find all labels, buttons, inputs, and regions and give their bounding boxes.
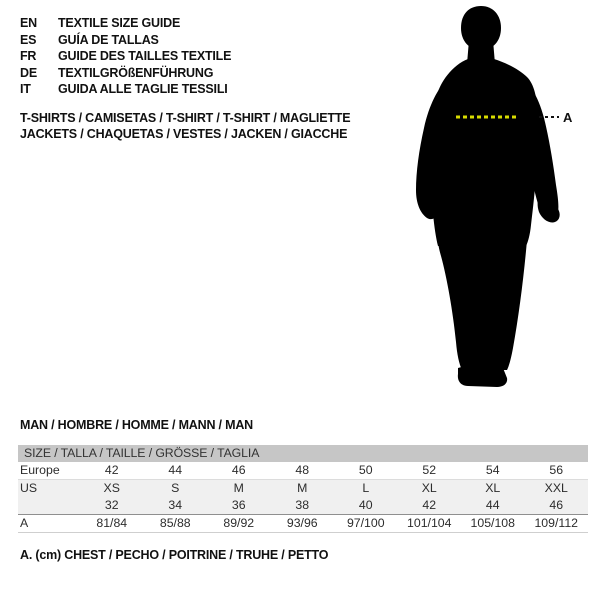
size-cell: 85/88 (159, 516, 191, 530)
size-cell: 42 (104, 463, 119, 477)
row-label: Europe (20, 463, 60, 477)
size-cell: 40 (358, 498, 373, 512)
size-cell: 54 (485, 463, 500, 477)
language-label: GUÍA DE TALLAS (58, 32, 159, 47)
size-cell: 101/104 (407, 516, 452, 530)
size-cell: 44 (168, 463, 183, 477)
size-cell: 105/108 (470, 516, 515, 530)
size-cell: XL (421, 481, 437, 495)
size-cell: 89/92 (223, 516, 255, 530)
language-code: FR (20, 49, 37, 64)
language-row-de (20, 65, 231, 82)
table-row-a-chest (18, 515, 588, 533)
language-row-it (20, 81, 231, 98)
size-cell: L (362, 481, 370, 495)
table-header: SIZE / TALLA / TAILLE / GRÖSSE / TAGLIA (18, 445, 588, 462)
row-label: US (20, 481, 38, 495)
language-label: TEXTILE SIZE GUIDE (58, 16, 181, 31)
language-list (20, 15, 231, 98)
measurement-footnote: A. (cm) CHEST / PECHO / POITRINE / TRUHE / PETTO (20, 548, 329, 562)
size-cell: 38 (295, 498, 310, 512)
language-code: DE (20, 65, 37, 80)
language-row-es (20, 32, 231, 49)
size-cell: 34 (168, 498, 183, 512)
size-cell: S (171, 481, 180, 495)
size-cell: XL (485, 481, 501, 495)
size-cell: 93/96 (286, 516, 318, 530)
language-row-fr (20, 48, 231, 65)
man-silhouette (416, 6, 560, 387)
measurement-label-a: A (563, 110, 573, 125)
size-cell: XXL (544, 481, 568, 495)
size-cell: M (297, 481, 308, 495)
size-cell: 50 (358, 463, 373, 477)
size-cell: 36 (231, 498, 246, 512)
language-code: IT (20, 82, 31, 97)
size-cell: M (233, 481, 244, 495)
language-code: ES (20, 32, 37, 47)
size-cell: 46 (549, 498, 564, 512)
section-title-man: MAN / HOMBRE / HOMME / MANN / MAN (20, 418, 253, 432)
language-code: EN (20, 16, 37, 31)
category-tshirts: T-SHIRTS / CAMISETAS / T-SHIRT / T-SHIRT / MAGLIETTE (20, 111, 351, 125)
size-cell: 56 (549, 463, 564, 477)
row-label: A (20, 516, 29, 530)
category-list (20, 110, 350, 142)
size-cell: 44 (485, 498, 500, 512)
row-label (18, 497, 80, 514)
size-cell: 52 (422, 463, 437, 477)
language-label: GUIDE DES TAILLES TEXTILE (58, 49, 232, 64)
language-label: TEXTILGRÖßENFÜHRUNG (58, 65, 214, 80)
language-row-en (20, 15, 231, 32)
language-label: GUIDA ALLE TAGLIE TESSILI (58, 82, 228, 97)
size-table (18, 445, 588, 533)
size-cell: 97/100 (346, 516, 385, 530)
size-cell: 48 (295, 463, 310, 477)
size-cell: 109/112 (534, 516, 579, 530)
size-cell: 46 (231, 463, 246, 477)
table-row-europe (18, 462, 588, 480)
size-cell: XS (103, 481, 120, 495)
size-cell: 81/84 (96, 516, 128, 530)
size-cell: 42 (422, 498, 437, 512)
man-silhouette-figure (400, 0, 575, 395)
table-row-us (18, 480, 588, 497)
size-cell: 32 (104, 498, 119, 512)
table-row-unlabeled (18, 497, 588, 515)
category-jackets: JACKETS / CHAQUETAS / VESTES / JACKEN / GIACCHE (20, 127, 348, 141)
